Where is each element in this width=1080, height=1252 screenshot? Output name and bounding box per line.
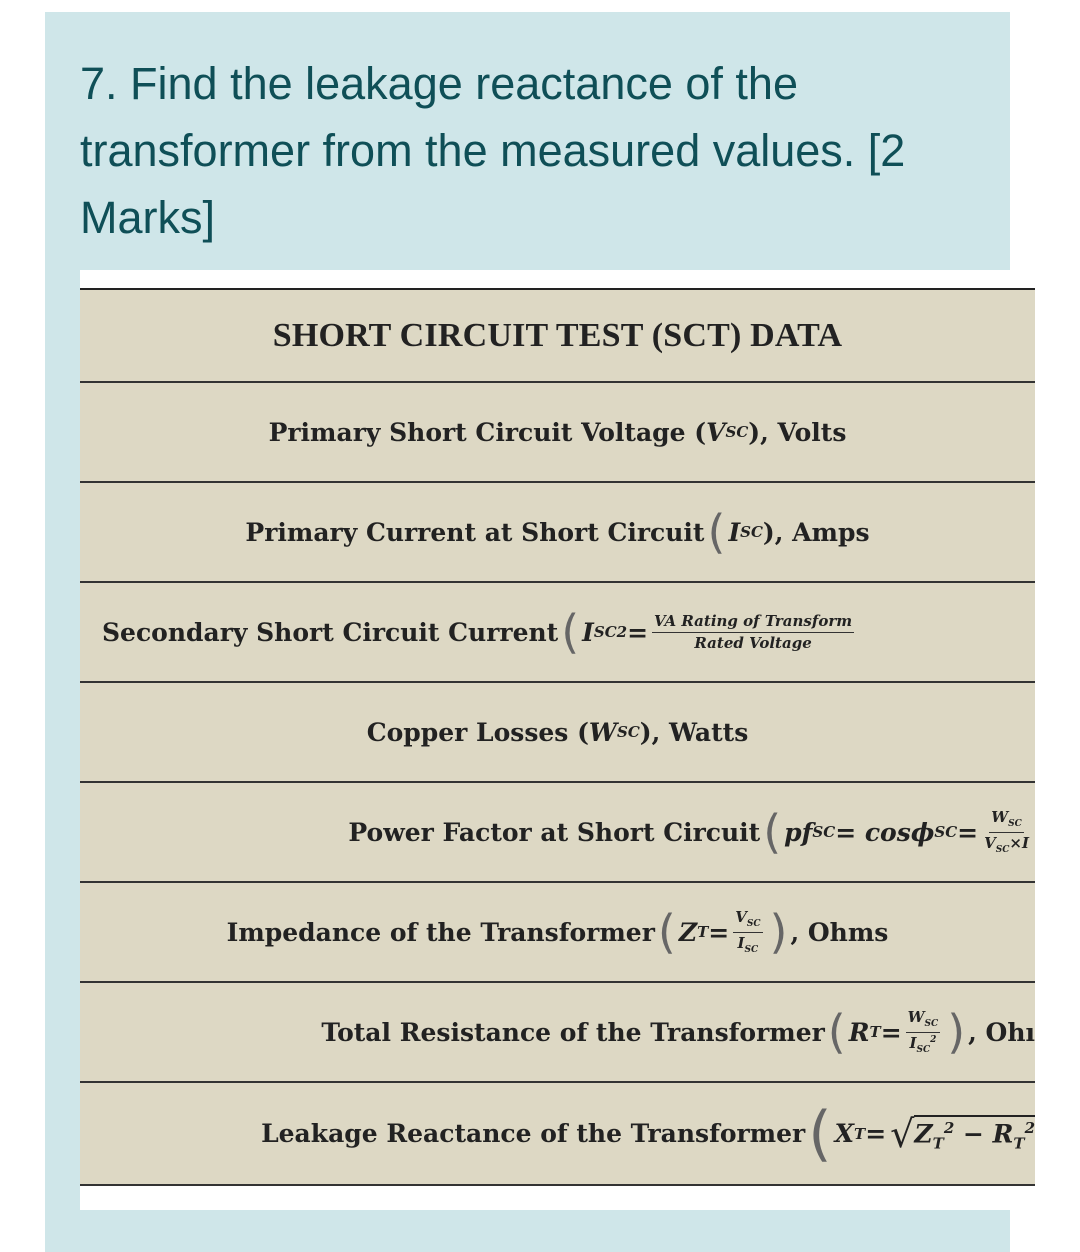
row-unit: , Ohms (790, 917, 889, 947)
denominator: $I_{SC}^2$ (909, 1033, 937, 1055)
symbol: I (582, 617, 594, 647)
row-unit: ), Watts (639, 717, 749, 747)
fraction (982, 809, 1031, 856)
subscript: T (869, 1023, 881, 1041)
subscript: SC (617, 723, 640, 741)
symbol: W (588, 717, 617, 747)
denominator: $I_{SC}$ (737, 933, 759, 955)
paren-glyph: ( (707, 505, 726, 559)
subscript: T (697, 923, 709, 941)
row-label: Copper Losses ( (366, 717, 589, 747)
subscript: SC (740, 523, 763, 541)
equals: = (880, 1017, 902, 1047)
row-label: Power Factor at Short Circuit (348, 817, 761, 847)
row-label: Secondary Short Circuit Current (102, 617, 559, 647)
numerator: VA Rating of Transform (652, 613, 854, 633)
table-row-secondary-current (80, 583, 1035, 683)
numerator: $W_{SC}$ (989, 809, 1024, 833)
symbol: Z (678, 917, 698, 947)
row-unit: ), Amps (762, 517, 870, 547)
equals: = (865, 1119, 887, 1148)
row-unit: , Ohı (968, 1017, 1035, 1047)
sct-table-image (80, 270, 1035, 1210)
row-label: Total Resistance of the Transformer (321, 1017, 825, 1047)
symbol: I (728, 517, 741, 547)
table-title: SHORT CIRCUIT TEST (SCT) DATA (80, 290, 1035, 383)
table-row-copper-losses (80, 683, 1035, 783)
fraction (733, 909, 762, 956)
subscript: SC (725, 423, 749, 441)
row-unit: ), Volts (748, 417, 847, 447)
paren-glyph: ( (657, 905, 676, 959)
row-label: Primary Short Circuit Voltage ( (268, 417, 707, 447)
denominator: $V_{SC}\times I$ (984, 833, 1029, 855)
paren-glyph: ( (827, 1005, 846, 1059)
equals: = (627, 617, 649, 647)
phi-symbol: ϕ (910, 817, 935, 847)
sqrt-icon: √ (890, 1111, 915, 1156)
fraction (652, 613, 854, 651)
table-row-primary-voltage (80, 383, 1035, 483)
sct-table (80, 288, 1035, 1186)
paren-glyph: ( (808, 1098, 832, 1169)
paren-glyph: ( (763, 805, 782, 859)
table-row-impedance (80, 883, 1035, 983)
subscript: SC (812, 823, 836, 841)
symbol: R (848, 1017, 870, 1047)
subscript: SC (934, 823, 958, 841)
equals: = (708, 917, 730, 947)
symbol: X (834, 1119, 855, 1148)
symbol: V (706, 417, 726, 447)
equals: = (957, 817, 979, 847)
paren-glyph: ( (561, 605, 580, 659)
equals-cos: = cos (835, 817, 911, 847)
row-label: Primary Current at Short Circuit (245, 517, 705, 547)
table-row-total-resistance (80, 983, 1035, 1083)
table-row-primary-current (80, 483, 1035, 583)
fraction (906, 1009, 941, 1056)
symbol: pf (784, 817, 813, 847)
paren-glyph: ) (769, 905, 788, 959)
table-row-leakage-reactance (80, 1083, 1035, 1186)
row-label: Impedance of the Transformer (226, 917, 655, 947)
subscript: SC2 (593, 623, 628, 641)
numerator: $W_{SC}$ (906, 1009, 941, 1033)
radicand: $Z_T^2 - R_T^2$ (914, 1115, 1035, 1152)
subscript: T (854, 1124, 866, 1143)
numerator: $V_{SC}$ (733, 909, 762, 933)
table-row-power-factor (80, 783, 1035, 883)
row-label: Leakage Reactance of the Transformer (261, 1119, 806, 1148)
question-text: 7. Find the leakage reactance of the transformer from the measured values. [2 Marks] (80, 58, 906, 243)
paren-glyph: ) (947, 1005, 966, 1059)
denominator: Rated Voltage (694, 633, 812, 652)
